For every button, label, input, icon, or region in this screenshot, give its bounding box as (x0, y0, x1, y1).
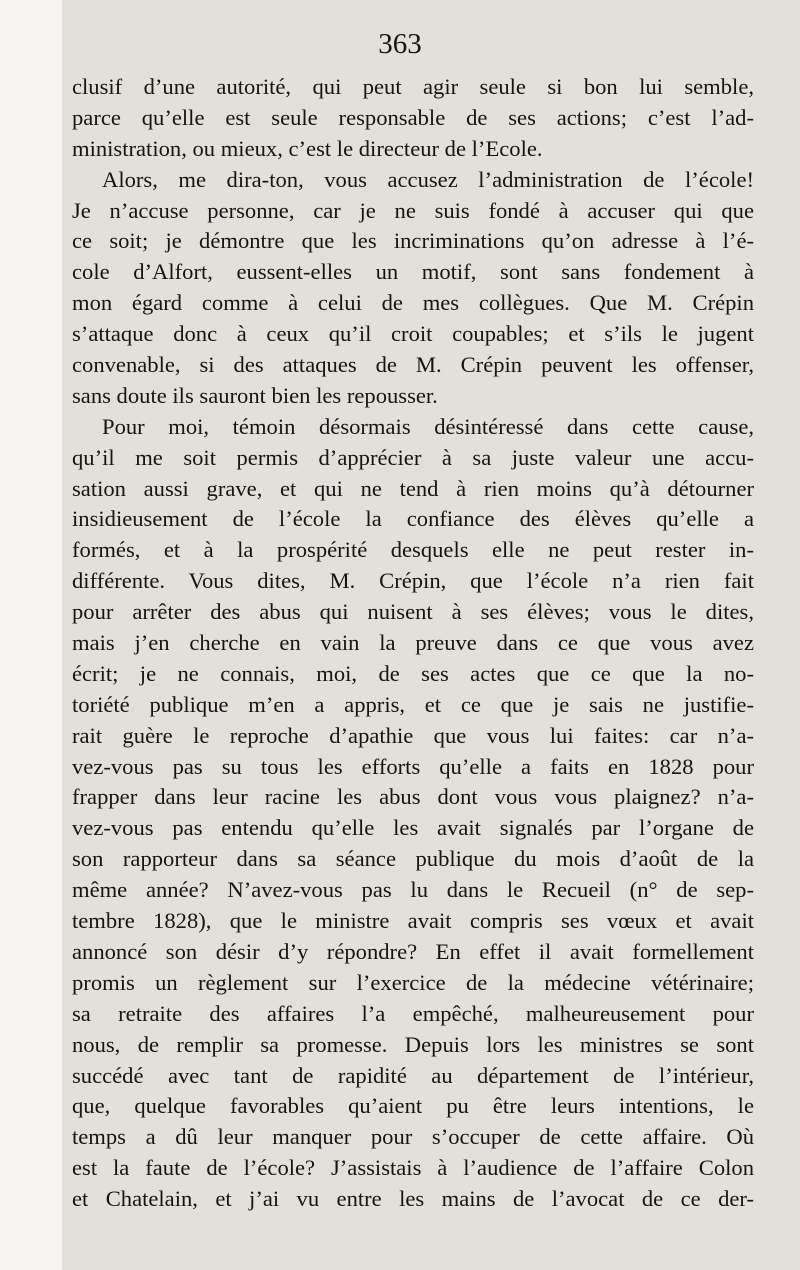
text-line: pour arrêter des abus qui nuisent à ses élèves; vous le dites, (72, 599, 754, 625)
text-line: vez-vous pas entendu qu’elle les avait signalés par l’organe de (72, 815, 754, 841)
text-line: tembre 1828), que le ministre avait compris ses vœux et avait (72, 908, 754, 934)
text-line: succédé avec tant de rapidité au département de l’intérieur, (72, 1062, 754, 1088)
text-line: Alors, me dira-ton, vous accusez l’administration de l’école! (102, 166, 754, 192)
text-line: frapper dans leur racine les abus dont vous vous plaignez? n’a- (72, 784, 754, 810)
text-line: nous, de remplir sa promesse. Depuis lors les ministres se sont (72, 1031, 754, 1057)
text-line: toriété publique m’en a appris, et ce que je sais ne justifie- (72, 691, 754, 717)
text-line: ministration, ou mieux, c’est le directeur de l’Ecole. (72, 135, 543, 161)
text-line: vez-vous pas su tous les efforts qu’elle a faits en 1828 pour (72, 753, 754, 779)
text-line: son rapporteur dans sa séance publique du mois d’août de la (72, 846, 754, 872)
text-line: annoncé son désir d’y répondre? En effet il avait formellement (72, 938, 754, 964)
text-line: parce qu’elle est seule responsable de ses actions; c’est l’ad- (72, 104, 754, 130)
page-number: 363 (378, 28, 422, 60)
text-line: est la faute de l’école? J’assistais à l’audience de l’affaire Colon (72, 1155, 754, 1181)
text-line: formés, et à la prospérité desquels elle ne peut rester in- (72, 537, 754, 563)
text-line: convenable, si des attaques de M. Crépin peuvent les offenser, (72, 352, 754, 378)
text-line: et Chatelain, et j’ai vu entre les mains de l’avocat de ce der- (72, 1186, 754, 1212)
text-line: sans doute ils sauront bien les repousser. (72, 382, 438, 408)
text-line: mon égard comme à celui de mes collègues. Que M. Crépin (72, 290, 754, 316)
text-line: rait guère le reproche d’apathie que vous lui faites: car n’a- (72, 722, 754, 748)
text-line: temps a dû leur manquer pour s’occuper de cette affaire. Où (72, 1124, 754, 1150)
text-line: même année? N’avez-vous pas lu dans le Recueil (n° de sep- (72, 877, 754, 903)
text-line: que, quelque favorables qu’aient pu être leurs intentions, le (72, 1093, 754, 1119)
text-line: mais j’en cherche en vain la preuve dans ce que vous avez (72, 630, 754, 656)
text-line: insidieusement de l’école la confiance des élèves qu’elle a (72, 506, 754, 532)
text-line: Je n’accuse personne, car je ne suis fondé à accuser qui que (72, 197, 754, 223)
text-line: sa retraite des affaires l’a empêché, malheureusement pour (72, 1000, 754, 1026)
text-line: ce soit; je démontre que les incriminations qu’on adresse à l’é- (72, 228, 754, 254)
text-line: Pour moi, témoin désormais désintéressé dans cette cause, (102, 413, 754, 439)
text-line: écrit; je ne connais, moi, de ses actes que ce que la no- (72, 660, 754, 686)
text-line: promis un règlement sur l’exercice de la médecine vétérinaire; (72, 969, 754, 995)
text-line: qu’il me soit permis d’apprécier à sa juste valeur une accu- (72, 444, 754, 470)
text-line: cole d’Alfort, eussent-elles un motif, sont sans fondement à (72, 259, 754, 285)
text-line: clusif d’une autorité, qui peut agir seule si bon lui semble, (72, 74, 754, 99)
page-margin (0, 0, 62, 1270)
text-line: s’attaque donc à ceux qu’il croit coupables; et s’ils le jugent (72, 321, 754, 347)
text-line: différente. Vous dites, M. Crépin, que l’école n’a rien fait (72, 568, 754, 594)
text-line: sation aussi grave, et qui ne tend à rien moins qu’à détourner (72, 475, 754, 501)
body-text (72, 72, 754, 1215)
